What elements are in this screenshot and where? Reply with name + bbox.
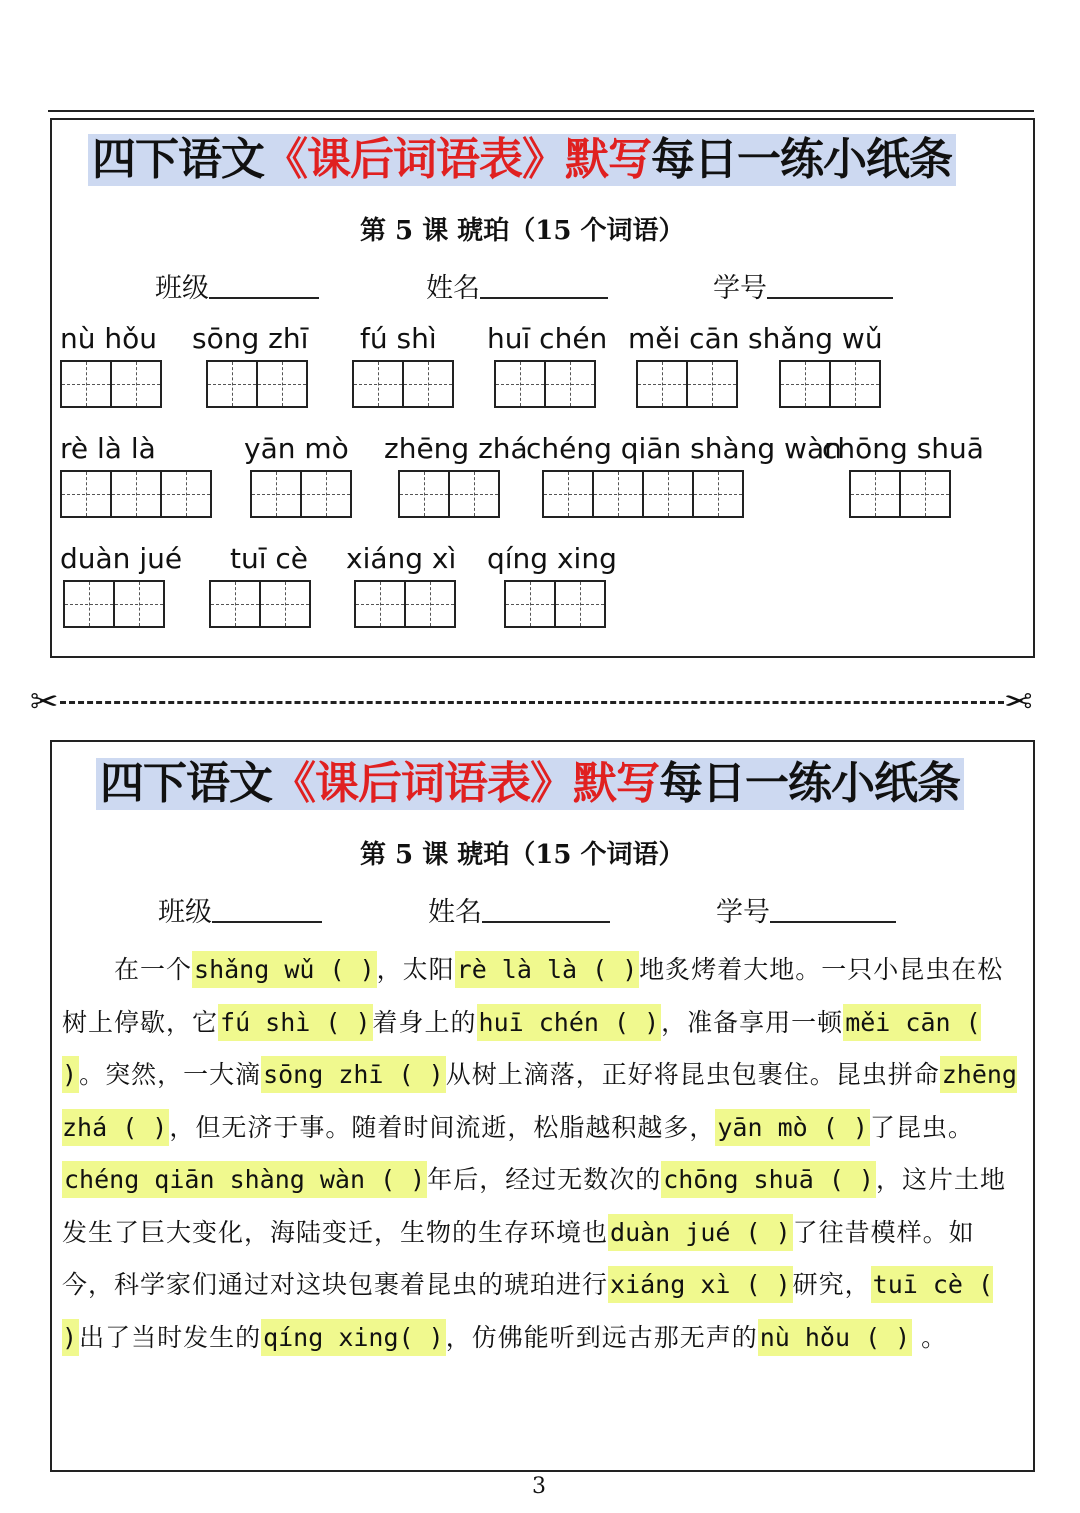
write-grid[interactable] [354, 580, 456, 628]
pinyin-label: huī chén [487, 322, 608, 355]
passage-text: ，这片土地发生了巨大变化，海陆变迁，生物的生存环境也 [62, 1165, 1006, 1247]
pinyin-blank[interactable]: rè là là ( ) [455, 951, 640, 988]
scissors-icon: ✂ [1004, 682, 1033, 722]
title-part-1: 四下语文 [100, 758, 272, 809]
passage-text: 了往昔模样。如今，科学家们通过对这块包裹着昆虫的琥珀进行 [62, 1217, 975, 1299]
pinyin-blank[interactable]: nù hǒu ( ) [758, 1319, 913, 1356]
cut-line [60, 701, 1004, 704]
write-grid[interactable] [352, 360, 454, 408]
pinyin-label: shǎng wǔ [748, 322, 883, 355]
pinyin-label: nù hǒu [60, 322, 158, 355]
passage-text: 研究， [792, 1270, 871, 1299]
pinyin-blank[interactable]: tuī cè ( ) [62, 1266, 993, 1356]
pinyin-label: yān mò [244, 432, 349, 465]
worksheet-title [88, 134, 956, 186]
pinyin-label: chéng qiān shàng wàn [526, 432, 842, 465]
passage-text: 出了当时发生的 [79, 1322, 262, 1352]
title-part-3: 每日一练小纸条 [659, 758, 960, 809]
title-part-2: 《课后词语表》默写 [264, 134, 651, 185]
pinyin-blank[interactable]: shǎng wǔ ( ) [192, 951, 377, 988]
pinyin-blank[interactable]: xiáng xì ( ) [608, 1266, 793, 1303]
pinyin-blank[interactable]: yān mò ( ) [715, 1109, 870, 1146]
title-part-2: 《课后词语表》默写 [272, 758, 659, 809]
name-label: 姓名 [426, 273, 480, 304]
write-grid[interactable] [636, 360, 738, 408]
write-grid[interactable] [250, 470, 352, 518]
pinyin-label: měi cān [628, 322, 740, 355]
name-field[interactable] [428, 890, 610, 929]
passage-text: 。突然，一大滴 [79, 1060, 262, 1089]
pinyin-blank[interactable]: zhēng zhá ( ) [62, 1056, 1017, 1146]
passage-text: 地炙烤着大地。一只小昆虫在松树上停歇，它 [62, 955, 1004, 1037]
scissors-icon: ✂ [30, 682, 59, 722]
pinyin-label: qíng xing [487, 542, 617, 575]
pinyin-label: fú shì [360, 322, 437, 355]
pinyin-label: duàn jué [60, 542, 183, 575]
number-field[interactable] [716, 890, 896, 929]
write-grid[interactable] [779, 360, 881, 408]
pinyin-blank[interactable]: měi cān ( ) [62, 1004, 981, 1094]
name-field[interactable] [426, 266, 608, 305]
write-grid[interactable] [206, 360, 308, 408]
pinyin-blank[interactable]: duàn jué ( ) [608, 1214, 793, 1251]
class-field[interactable] [158, 890, 322, 929]
passage-text: ，太阳 [376, 955, 455, 984]
pinyin-label: rè là là [60, 432, 156, 465]
passage-text: 了昆虫。 [869, 1112, 974, 1142]
passage-text: 年后，经过无数次的 [427, 1165, 662, 1194]
pinyin-label: zhēng zhá [384, 432, 528, 465]
title-part-3: 每日一练小纸条 [651, 134, 952, 185]
write-grid[interactable] [849, 470, 951, 518]
class-label: 班级 [155, 273, 209, 304]
class-field[interactable] [155, 266, 319, 305]
number-field[interactable] [713, 266, 893, 305]
number-label: 学号 [716, 897, 770, 928]
write-grid[interactable] [398, 470, 500, 518]
write-grid[interactable] [542, 470, 744, 518]
pinyin-blank[interactable]: chéng qiān shàng wàn ( ) [62, 1161, 427, 1198]
passage-text: ，准备享用一顿 [661, 1007, 844, 1037]
name-label: 姓名 [428, 897, 482, 928]
pinyin-label: xiáng xì [346, 542, 457, 575]
pinyin-label: sōng zhī [192, 322, 309, 355]
pinyin-label: tuī cè [230, 542, 309, 575]
passage-text: 。 [912, 1322, 948, 1352]
pinyin-blank[interactable]: sōng zhī ( ) [261, 1056, 446, 1093]
write-grid[interactable] [60, 360, 162, 408]
passage-text: 从树上滴落，正好将昆虫包裹住。昆虫拼命 [445, 1060, 940, 1089]
passage-text: 着身上的 [372, 1007, 477, 1037]
pinyin-blank[interactable]: qíng xing( ) [261, 1319, 446, 1356]
write-grid[interactable] [504, 580, 606, 628]
write-grid[interactable] [60, 470, 212, 518]
class-label: 班级 [158, 897, 212, 928]
number-label: 学号 [713, 273, 767, 304]
write-grid[interactable] [63, 580, 165, 628]
passage-text: ，但无济于事。随着时间流逝，松脂越积越多， [169, 1112, 716, 1142]
lesson-heading: 第 5 课 琥珀（15 个词语） [360, 216, 685, 246]
pinyin-blank[interactable]: huī chén ( ) [477, 1004, 662, 1041]
pinyin-blank[interactable]: chōng shuā ( ) [661, 1161, 876, 1198]
page-number: 3 [532, 1474, 546, 1499]
cloze-passage [62, 944, 1024, 1364]
title-part-1: 四下语文 [92, 134, 264, 185]
worksheet-title [96, 758, 964, 810]
write-grid[interactable] [209, 580, 311, 628]
top-rule [48, 110, 1034, 112]
lesson-heading: 第 5 课 琥珀（15 个词语） [360, 840, 685, 870]
passage-text: 在一个 [62, 955, 193, 984]
write-grid[interactable] [494, 360, 596, 408]
passage-text: ，仿佛能听到远古那无声的 [445, 1322, 758, 1352]
pinyin-label: chōng shuā [822, 432, 984, 465]
pinyin-blank[interactable]: fú shì ( ) [218, 1004, 373, 1041]
